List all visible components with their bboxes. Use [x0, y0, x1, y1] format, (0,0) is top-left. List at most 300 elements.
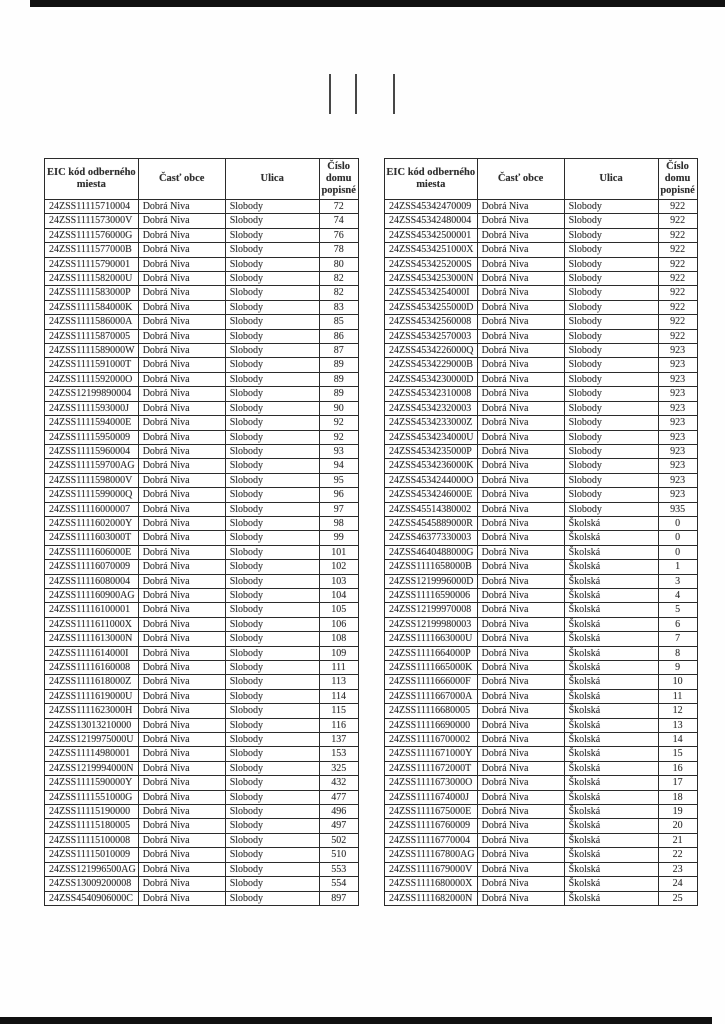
- table-row: [385, 603, 698, 617]
- eic-code-cell: 24ZSS11115960004: [45, 444, 139, 458]
- cislo-domu-cell: 153: [319, 747, 358, 761]
- obec-cell: Dobrá Niva: [138, 286, 225, 300]
- ulica-cell: Slobody: [225, 560, 319, 574]
- cislo-domu-cell: 4: [658, 588, 697, 602]
- cislo-domu-cell: 17: [658, 776, 697, 790]
- table-row: [45, 891, 359, 905]
- ulica-cell: Školská: [564, 516, 658, 530]
- ulica-cell: Slobody: [225, 214, 319, 228]
- cislo-domu-cell: 923: [658, 344, 697, 358]
- table-row: [385, 531, 698, 545]
- table-row: [45, 257, 359, 271]
- table-row: [385, 574, 698, 588]
- ulica-cell: Slobody: [564, 243, 658, 257]
- ulica-cell: Slobody: [564, 257, 658, 271]
- eic-code-cell: 24ZSS1111593000J: [45, 401, 139, 415]
- obec-cell: Dobrá Niva: [138, 877, 225, 891]
- eic-code-cell: 24ZSS11116700002: [385, 733, 478, 747]
- eic-code-cell: 24ZSS1111663000U: [385, 632, 478, 646]
- table-row: [45, 444, 359, 458]
- ulica-cell: Školská: [564, 603, 658, 617]
- table-row: [385, 416, 698, 430]
- cislo-domu-cell: 0: [658, 531, 697, 545]
- header-cislo-domu: Číslo domu popisné: [319, 159, 358, 200]
- obec-cell: Dobrá Niva: [138, 891, 225, 905]
- ulica-cell: Školská: [564, 632, 658, 646]
- table-row: [45, 718, 359, 732]
- cislo-domu-cell: 95: [319, 473, 358, 487]
- eic-code-cell: 24ZSS1111623000H: [45, 704, 139, 718]
- obec-cell: Dobrá Niva: [477, 704, 564, 718]
- ulica-cell: Slobody: [225, 502, 319, 516]
- eic-code-cell: 24ZSS11116160008: [45, 661, 139, 675]
- cislo-domu-cell: 7: [658, 632, 697, 646]
- cislo-domu-cell: 923: [658, 416, 697, 430]
- cislo-domu-cell: 325: [319, 761, 358, 775]
- eic-code-cell: 24ZSS1111614000I: [45, 646, 139, 660]
- eic-code-cell: 24ZSS1111599000Q: [45, 488, 139, 502]
- obec-cell: Dobrá Niva: [477, 200, 564, 214]
- obec-cell: Dobrá Niva: [138, 805, 225, 819]
- table-row: [45, 358, 359, 372]
- obec-cell: Dobrá Niva: [477, 228, 564, 242]
- eic-code-cell: 24ZSS11115870005: [45, 329, 139, 343]
- obec-cell: Dobrá Niva: [138, 502, 225, 516]
- table-row: [385, 776, 698, 790]
- obec-cell: Dobrá Niva: [477, 776, 564, 790]
- obec-cell: Dobrá Niva: [138, 603, 225, 617]
- ulica-cell: Školská: [564, 862, 658, 876]
- table-row: [385, 329, 698, 343]
- table-row: [45, 272, 359, 286]
- cislo-domu-cell: 82: [319, 272, 358, 286]
- eic-code-cell: 24ZSS11115100008: [45, 833, 139, 847]
- cislo-domu-cell: 12: [658, 704, 697, 718]
- obec-cell: Dobrá Niva: [477, 747, 564, 761]
- obec-cell: Dobrá Niva: [477, 560, 564, 574]
- table-row: [45, 776, 359, 790]
- cislo-domu-cell: 922: [658, 329, 697, 343]
- table-row: [45, 675, 359, 689]
- eic-code-cell: 24ZSS4534236000K: [385, 459, 478, 473]
- eic-code-cell: 24ZSS1111679000V: [385, 862, 478, 876]
- obec-cell: Dobrá Niva: [138, 214, 225, 228]
- ulica-cell: Slobody: [225, 416, 319, 430]
- table-row: [45, 588, 359, 602]
- table-row: [385, 877, 698, 891]
- table-row: [385, 387, 698, 401]
- eic-code-cell: 24ZSS4534235000P: [385, 444, 478, 458]
- cislo-domu-cell: 8: [658, 646, 697, 660]
- table-row: [45, 848, 359, 862]
- cislo-domu-cell: 13: [658, 718, 697, 732]
- obec-cell: Dobrá Niva: [138, 516, 225, 530]
- obec-cell: Dobrá Niva: [477, 891, 564, 905]
- eic-code-cell: 24ZSS1111592000O: [45, 372, 139, 386]
- ulica-cell: Slobody: [564, 329, 658, 343]
- eic-code-cell: 24ZSS45342560008: [385, 315, 478, 329]
- obec-cell: Dobrá Niva: [477, 401, 564, 415]
- obec-cell: Dobrá Niva: [477, 257, 564, 271]
- ulica-cell: Slobody: [564, 214, 658, 228]
- ulica-cell: Slobody: [225, 286, 319, 300]
- table-row: [385, 444, 698, 458]
- cislo-domu-cell: 14: [658, 733, 697, 747]
- table-row: [385, 214, 698, 228]
- cislo-domu-cell: 97: [319, 502, 358, 516]
- eic-code-cell: 24ZSS4534230000D: [385, 372, 478, 386]
- cislo-domu-cell: 11: [658, 689, 697, 703]
- obec-cell: Dobrá Niva: [138, 531, 225, 545]
- ulica-cell: Školská: [564, 877, 658, 891]
- obec-cell: Dobrá Niva: [138, 733, 225, 747]
- obec-cell: Dobrá Niva: [138, 272, 225, 286]
- obec-cell: Dobrá Niva: [477, 358, 564, 372]
- cislo-domu-cell: 105: [319, 603, 358, 617]
- eic-code-cell: 24ZSS1111598000V: [45, 473, 139, 487]
- eic-code-cell: 24ZSS1111619000U: [45, 689, 139, 703]
- ulica-cell: Slobody: [225, 632, 319, 646]
- ulica-cell: Slobody: [564, 286, 658, 300]
- header-cast-obce: Časť obce: [138, 159, 225, 200]
- obec-cell: Dobrá Niva: [138, 574, 225, 588]
- ulica-cell: Školská: [564, 545, 658, 559]
- obec-cell: Dobrá Niva: [138, 444, 225, 458]
- obec-cell: Dobrá Niva: [477, 488, 564, 502]
- eic-table-left: [44, 158, 359, 906]
- obec-cell: Dobrá Niva: [477, 661, 564, 675]
- table-row: [385, 200, 698, 214]
- ulica-cell: Slobody: [225, 372, 319, 386]
- eic-code-cell: 24ZSS11116100001: [45, 603, 139, 617]
- obec-cell: Dobrá Niva: [138, 488, 225, 502]
- cislo-domu-cell: 113: [319, 675, 358, 689]
- ulica-cell: Slobody: [225, 488, 319, 502]
- table-row: [385, 588, 698, 602]
- ulica-cell: Školská: [564, 574, 658, 588]
- ulica-cell: Slobody: [225, 444, 319, 458]
- cislo-domu-cell: 923: [658, 473, 697, 487]
- cislo-domu-cell: 108: [319, 632, 358, 646]
- ulica-cell: Slobody: [564, 430, 658, 444]
- table-row: [385, 243, 698, 257]
- obec-cell: Dobrá Niva: [477, 833, 564, 847]
- eic-code-cell: 24ZSS1111611000X: [45, 617, 139, 631]
- table-row: [45, 516, 359, 530]
- obec-cell: Dobrá Niva: [138, 718, 225, 732]
- eic-code-cell: 24ZSS111159700AG: [45, 459, 139, 473]
- ulica-cell: Slobody: [564, 200, 658, 214]
- ulica-cell: Školská: [564, 718, 658, 732]
- eic-code-cell: 24ZSS111167800AG: [385, 848, 478, 862]
- cislo-domu-cell: 109: [319, 646, 358, 660]
- registration-mark-line-3: [393, 74, 395, 114]
- eic-code-cell: 24ZSS4534233000Z: [385, 416, 478, 430]
- ulica-cell: Slobody: [225, 603, 319, 617]
- cislo-domu-cell: 25: [658, 891, 697, 905]
- table-row: [45, 459, 359, 473]
- eic-code-cell: 24ZSS1111573000V: [45, 214, 139, 228]
- table-row: [45, 646, 359, 660]
- ulica-cell: Slobody: [225, 718, 319, 732]
- eic-code-cell: 24ZSS1111576000G: [45, 228, 139, 242]
- cislo-domu-cell: 922: [658, 214, 697, 228]
- ulica-cell: Slobody: [225, 300, 319, 314]
- table-row: [45, 545, 359, 559]
- obec-cell: Dobrá Niva: [477, 877, 564, 891]
- obec-cell: Dobrá Niva: [138, 833, 225, 847]
- cislo-domu-cell: 922: [658, 286, 697, 300]
- table-header-row: [385, 159, 698, 200]
- cislo-domu-cell: 106: [319, 617, 358, 631]
- ulica-cell: Slobody: [564, 344, 658, 358]
- header-eic-code: EIC kód odberného miesta: [45, 159, 139, 200]
- obec-cell: Dobrá Niva: [477, 329, 564, 343]
- eic-code-cell: 24ZSS12199890004: [45, 387, 139, 401]
- ulica-cell: Slobody: [225, 545, 319, 559]
- table-row: [45, 877, 359, 891]
- table-row: [385, 257, 698, 271]
- ulica-cell: Slobody: [225, 329, 319, 343]
- obec-cell: Dobrá Niva: [138, 372, 225, 386]
- eic-code-cell: 24ZSS45342310008: [385, 387, 478, 401]
- cislo-domu-cell: 90: [319, 401, 358, 415]
- cislo-domu-cell: 22: [658, 848, 697, 862]
- eic-code-cell: 24ZSS1111594000E: [45, 416, 139, 430]
- obec-cell: Dobrá Niva: [477, 574, 564, 588]
- eic-code-cell: 24ZSS1111673000O: [385, 776, 478, 790]
- ulica-cell: Školská: [564, 617, 658, 631]
- table-row: [45, 430, 359, 444]
- cislo-domu-cell: 101: [319, 545, 358, 559]
- cislo-domu-cell: 923: [658, 459, 697, 473]
- obec-cell: Dobrá Niva: [477, 819, 564, 833]
- ulica-cell: Slobody: [225, 848, 319, 862]
- obec-cell: Dobrá Niva: [138, 747, 225, 761]
- ulica-cell: Slobody: [564, 372, 658, 386]
- ulica-cell: Slobody: [225, 344, 319, 358]
- eic-code-cell: 24ZSS11116070009: [45, 560, 139, 574]
- eic-code-cell: 24ZSS1111590000Y: [45, 776, 139, 790]
- table-row: [45, 372, 359, 386]
- table-row: [385, 632, 698, 646]
- obec-cell: Dobrá Niva: [477, 344, 564, 358]
- obec-cell: Dobrá Niva: [477, 790, 564, 804]
- eic-code-cell: 24ZSS1111582000U: [45, 272, 139, 286]
- cislo-domu-cell: 115: [319, 704, 358, 718]
- cislo-domu-cell: 502: [319, 833, 358, 847]
- table-row: [45, 632, 359, 646]
- ulica-cell: Školská: [564, 689, 658, 703]
- table-row: [45, 200, 359, 214]
- table-row: [385, 372, 698, 386]
- ulica-cell: Slobody: [225, 819, 319, 833]
- eic-code-cell: 24ZSS111160900AG: [45, 588, 139, 602]
- eic-code-cell: 24ZSS1111658000B: [385, 560, 478, 574]
- ulica-cell: Školská: [564, 747, 658, 761]
- table-row: [45, 761, 359, 775]
- cislo-domu-cell: 432: [319, 776, 358, 790]
- obec-cell: Dobrá Niva: [477, 545, 564, 559]
- eic-code-cell: 24ZSS1111606000E: [45, 545, 139, 559]
- obec-cell: Dobrá Niva: [477, 848, 564, 862]
- eic-code-cell: 24ZSS1111551000G: [45, 790, 139, 804]
- obec-cell: Dobrá Niva: [477, 733, 564, 747]
- eic-code-cell: 24ZSS13013210000: [45, 718, 139, 732]
- scan-edge-artifact-top: [30, 0, 725, 7]
- ulica-cell: Slobody: [225, 257, 319, 271]
- obec-cell: Dobrá Niva: [477, 689, 564, 703]
- ulica-cell: Školská: [564, 661, 658, 675]
- cislo-domu-cell: 922: [658, 243, 697, 257]
- cislo-domu-cell: 111: [319, 661, 358, 675]
- ulica-cell: Slobody: [225, 516, 319, 530]
- ulica-cell: Školská: [564, 761, 658, 775]
- ulica-cell: Slobody: [564, 358, 658, 372]
- obec-cell: Dobrá Niva: [477, 459, 564, 473]
- registration-mark-line-1: [329, 74, 331, 114]
- obec-cell: Dobrá Niva: [138, 257, 225, 271]
- cislo-domu-cell: 92: [319, 430, 358, 444]
- cislo-domu-cell: 922: [658, 315, 697, 329]
- obec-cell: Dobrá Niva: [138, 761, 225, 775]
- table-row: [385, 761, 698, 775]
- ulica-cell: Slobody: [564, 300, 658, 314]
- table-row: [385, 661, 698, 675]
- obec-cell: Dobrá Niva: [477, 516, 564, 530]
- table-row: [45, 617, 359, 631]
- table-row: [385, 488, 698, 502]
- obec-cell: Dobrá Niva: [138, 689, 225, 703]
- eic-code-cell: 24ZSS1111672000T: [385, 761, 478, 775]
- eic-code-cell: 24ZSS46377330003: [385, 531, 478, 545]
- table-row: [45, 819, 359, 833]
- table-row: [45, 805, 359, 819]
- registration-mark-line-2: [355, 74, 357, 114]
- table-row: [385, 646, 698, 660]
- table-row: [45, 243, 359, 257]
- obec-cell: Dobrá Niva: [138, 387, 225, 401]
- obec-cell: Dobrá Niva: [138, 819, 225, 833]
- ulica-cell: Školská: [564, 776, 658, 790]
- table-row: [45, 286, 359, 300]
- cislo-domu-cell: 24: [658, 877, 697, 891]
- ulica-cell: Slobody: [225, 805, 319, 819]
- ulica-cell: Slobody: [225, 733, 319, 747]
- table-row: [45, 502, 359, 516]
- header-ulica: Ulica: [564, 159, 658, 200]
- header-eic-code: EIC kód odberného miesta: [385, 159, 478, 200]
- cislo-domu-cell: 497: [319, 819, 358, 833]
- ulica-cell: Slobody: [564, 228, 658, 242]
- cislo-domu-cell: 923: [658, 401, 697, 415]
- ulica-cell: Slobody: [225, 272, 319, 286]
- table-row: [385, 747, 698, 761]
- table-row: [385, 733, 698, 747]
- cislo-domu-cell: 0: [658, 545, 697, 559]
- table-row: [45, 300, 359, 314]
- obec-cell: Dobrá Niva: [477, 430, 564, 444]
- table-row: [385, 891, 698, 905]
- eic-code-cell: 24ZSS4540906000C: [45, 891, 139, 905]
- table-row: [45, 488, 359, 502]
- eic-code-cell: 24ZSS1111680000X: [385, 877, 478, 891]
- cislo-domu-cell: 922: [658, 228, 697, 242]
- ulica-cell: Slobody: [225, 315, 319, 329]
- obec-cell: Dobrá Niva: [138, 401, 225, 415]
- header-cislo-domu: Číslo domu popisné: [658, 159, 697, 200]
- eic-code-cell: 24ZSS45514380002: [385, 502, 478, 516]
- eic-code-cell: 24ZSS4534246000E: [385, 488, 478, 502]
- obec-cell: Dobrá Niva: [138, 862, 225, 876]
- eic-code-cell: 24ZSS4534254000I: [385, 286, 478, 300]
- table-row: [45, 790, 359, 804]
- eic-code-cell: 24ZSS11116080004: [45, 574, 139, 588]
- eic-code-cell: 24ZSS1111584000K: [45, 300, 139, 314]
- eic-code-cell: 24ZSS1111618000Z: [45, 675, 139, 689]
- cislo-domu-cell: 23: [658, 862, 697, 876]
- eic-code-cell: 24ZSS4640488000G: [385, 545, 478, 559]
- eic-code-cell: 24ZSS1111591000T: [45, 358, 139, 372]
- cislo-domu-cell: 18: [658, 790, 697, 804]
- cislo-domu-cell: 103: [319, 574, 358, 588]
- cislo-domu-cell: 82: [319, 286, 358, 300]
- table-row: [45, 574, 359, 588]
- ulica-cell: Slobody: [225, 704, 319, 718]
- ulica-cell: Slobody: [225, 833, 319, 847]
- ulica-cell: Slobody: [225, 675, 319, 689]
- obec-cell: Dobrá Niva: [138, 776, 225, 790]
- cislo-domu-cell: 98: [319, 516, 358, 530]
- eic-code-cell: 24ZSS1111665000K: [385, 661, 478, 675]
- cislo-domu-cell: 923: [658, 387, 697, 401]
- obec-cell: Dobrá Niva: [477, 502, 564, 516]
- ulica-cell: Slobody: [564, 416, 658, 430]
- eic-code-cell: 24ZSS11116770004: [385, 833, 478, 847]
- cislo-domu-cell: 922: [658, 300, 697, 314]
- table-row: [45, 228, 359, 242]
- ulica-cell: Slobody: [564, 502, 658, 516]
- eic-code-cell: 24ZSS45342480004: [385, 214, 478, 228]
- ulica-cell: Slobody: [564, 315, 658, 329]
- ulica-cell: Slobody: [564, 488, 658, 502]
- ulica-cell: Slobody: [225, 473, 319, 487]
- ulica-cell: Školská: [564, 848, 658, 862]
- cislo-domu-cell: 5: [658, 603, 697, 617]
- table-row: [45, 603, 359, 617]
- eic-code-cell: 24ZSS11115190000: [45, 805, 139, 819]
- obec-cell: Dobrá Niva: [138, 430, 225, 444]
- eic-code-cell: 24ZSS1111589000W: [45, 344, 139, 358]
- cislo-domu-cell: 6: [658, 617, 697, 631]
- obec-cell: Dobrá Niva: [138, 646, 225, 660]
- obec-cell: Dobrá Niva: [477, 272, 564, 286]
- header-ulica: Ulica: [225, 159, 319, 200]
- obec-cell: Dobrá Niva: [138, 243, 225, 257]
- eic-code-cell: 24ZSS1111666000F: [385, 675, 478, 689]
- ulica-cell: Slobody: [225, 358, 319, 372]
- cislo-domu-cell: 923: [658, 430, 697, 444]
- eic-code-cell: 24ZSS121996500AG: [45, 862, 139, 876]
- eic-code-cell: 24ZSS4534229000B: [385, 358, 478, 372]
- obec-cell: Dobrá Niva: [138, 545, 225, 559]
- eic-code-cell: 24ZSS45342470009: [385, 200, 478, 214]
- ulica-cell: Slobody: [564, 387, 658, 401]
- obec-cell: Dobrá Niva: [138, 329, 225, 343]
- obec-cell: Dobrá Niva: [477, 632, 564, 646]
- obec-cell: Dobrá Niva: [477, 675, 564, 689]
- obec-cell: Dobrá Niva: [477, 531, 564, 545]
